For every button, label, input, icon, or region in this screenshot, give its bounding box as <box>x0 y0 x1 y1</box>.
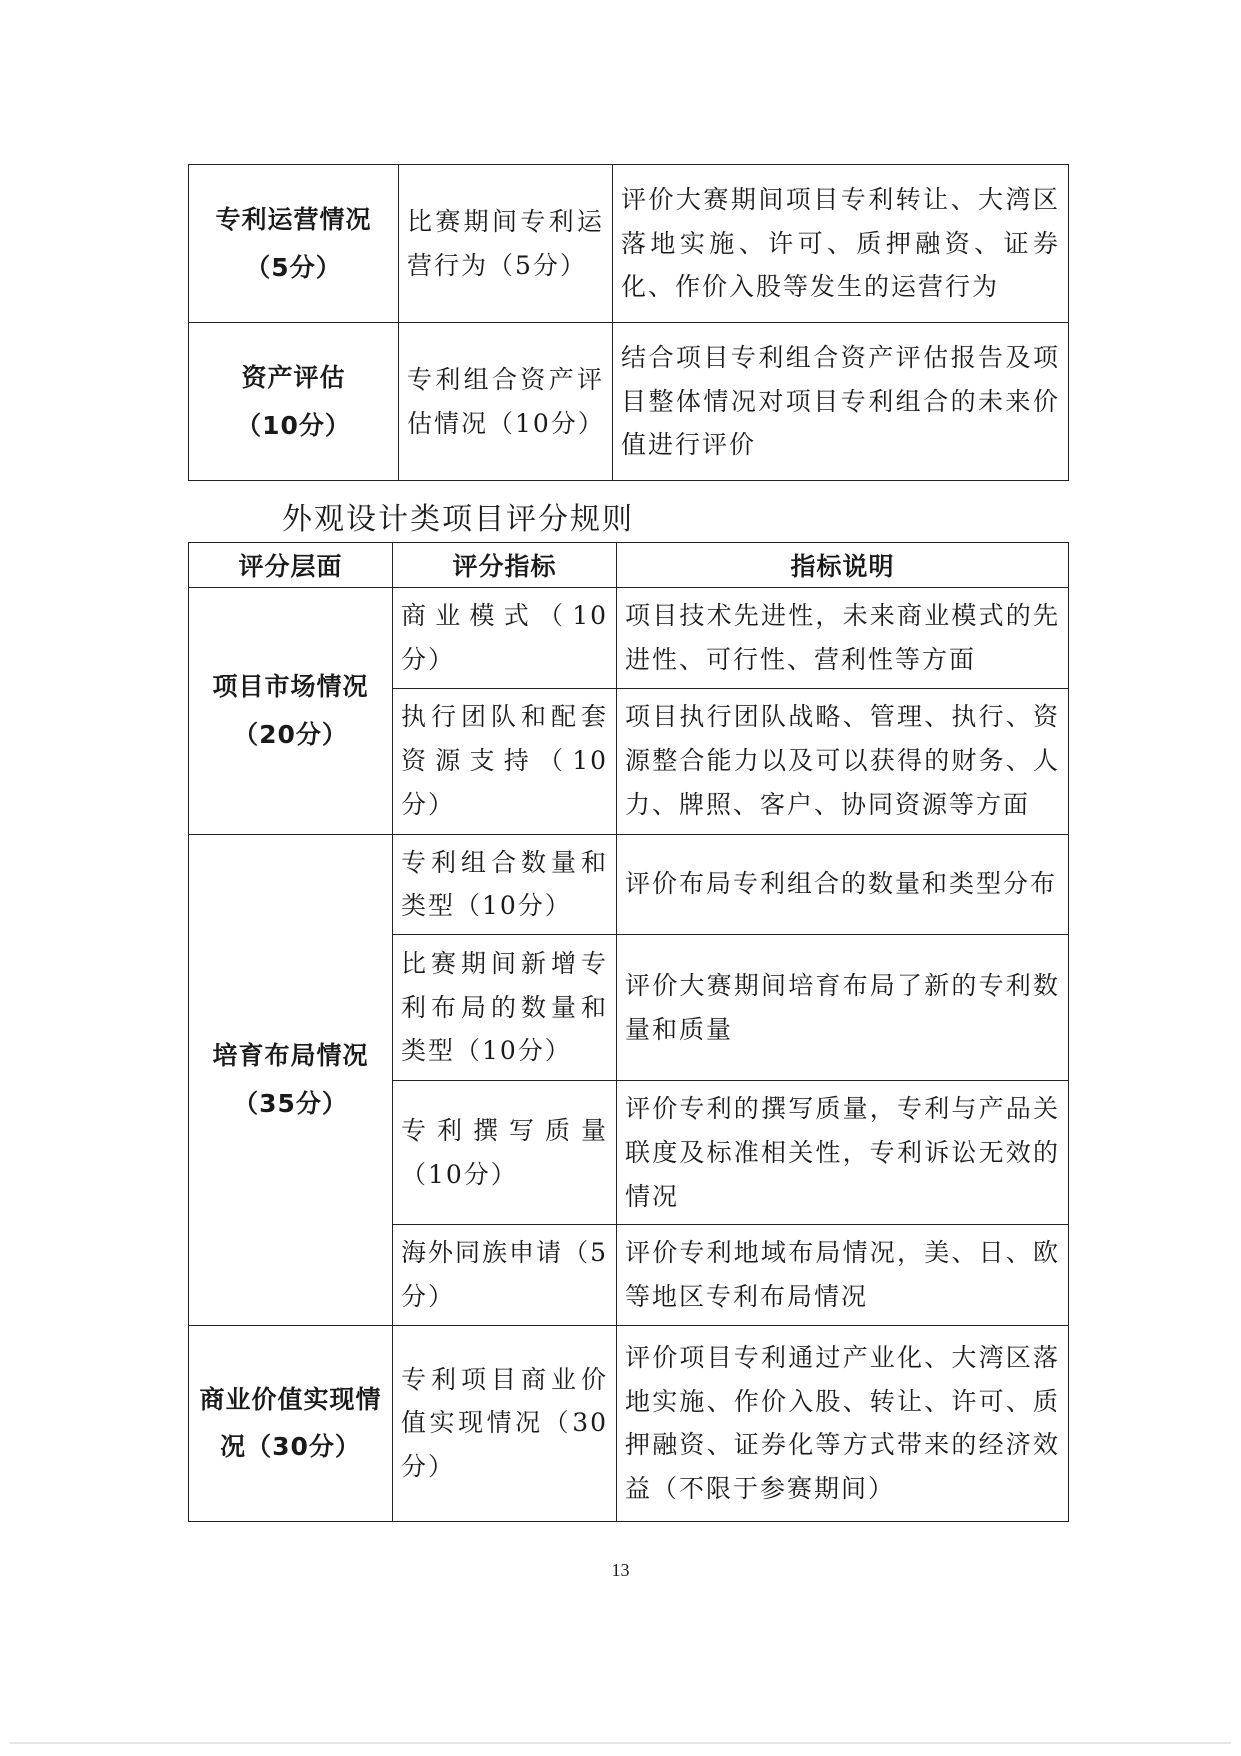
score-level-points: （20分） <box>233 719 348 749</box>
indicator-cell: 专利撰写质量（10分） <box>393 1081 617 1225</box>
score-level-label: 项目市场情况 <box>212 672 369 702</box>
description-cell: 评价专利地域布局情况，美、日、欧等地区专利布局情况 <box>617 1225 1069 1326</box>
column-header: 评分层面 <box>189 543 393 588</box>
design-scoring-table <box>188 542 1069 1522</box>
table-row <box>189 834 1069 935</box>
table-row <box>189 588 1069 689</box>
indicator-cell: 商业模式（10分） <box>393 588 617 689</box>
page-bottom-divider <box>10 1742 1231 1744</box>
indicator-cell: 比赛期间专利运营行为（5分） <box>399 165 613 323</box>
indicator-cell: 专利项目商业价值实现情况（30分） <box>393 1325 617 1521</box>
description-cell: 评价大赛期间培育布局了新的专利数量和质量 <box>617 935 1069 1081</box>
score-level-label: 培育布局情况 <box>212 1041 369 1071</box>
score-level-cell <box>189 834 393 1325</box>
description-cell: 评价布局专利组合的数量和类型分布 <box>617 834 1069 935</box>
column-header: 指标说明 <box>617 543 1069 588</box>
description-cell: 项目技术先进性，未来商业模式的先进性、可行性、营利性等方面 <box>617 588 1069 689</box>
column-header: 评分指标 <box>393 543 617 588</box>
patent-score-table-continued <box>188 164 1069 481</box>
description-cell: 评价大赛期间项目专利转让、大湾区落地实施、许可、质押融资、证券化、作价入股等发生的运营行为 <box>613 165 1069 323</box>
indicator-cell: 执行团队和配套资源支持（10分） <box>393 688 617 834</box>
description-cell: 评价项目专利通过产业化、大湾区落地实施、作价入股、转让、许可、质押融资、证券化等方式带来的经济效益（不限于参赛期间） <box>617 1325 1069 1521</box>
table-row <box>189 1325 1069 1521</box>
score-level-points: （10分） <box>236 410 351 440</box>
indicator-cell: 海外同族申请（5分） <box>393 1225 617 1326</box>
table-row <box>189 323 1069 481</box>
indicator-cell: 比赛期间新增专利布局的数量和类型（10分） <box>393 935 617 1081</box>
page-number: 13 <box>611 1560 630 1580</box>
score-level-label: 资产评估 <box>241 363 346 392</box>
indicator-cell: 专利组合资产评估情况（10分） <box>399 323 613 481</box>
indicator-cell: 专利组合数量和类型（10分） <box>393 834 617 935</box>
score-level-points: （5分） <box>245 252 342 282</box>
table-header-row <box>189 543 1069 588</box>
description-cell: 评价专利的撰写质量，专利与产品关联度及标准相关性，专利诉讼无效的情况 <box>617 1081 1069 1225</box>
table-row <box>189 165 1069 323</box>
section-title: 外观设计类项目评分规则 <box>282 502 634 537</box>
score-level-points: （35分） <box>233 1088 348 1118</box>
score-level-cell <box>189 323 399 481</box>
score-level-cell: 商业价值实现情况（30分） <box>189 1325 393 1521</box>
score-level-label: 专利运营情况 <box>215 205 372 234</box>
description-cell: 项目执行团队战略、管理、执行、资源整合能力以及可以获得的财务、人力、牌照、客户、协同资源等方面 <box>617 688 1069 834</box>
score-level-cell <box>189 588 393 835</box>
score-level-cell <box>189 165 399 323</box>
description-cell: 结合项目专利组合资产评估报告及项目整体情况对项目专利组合的未来价值进行评价 <box>613 323 1069 481</box>
